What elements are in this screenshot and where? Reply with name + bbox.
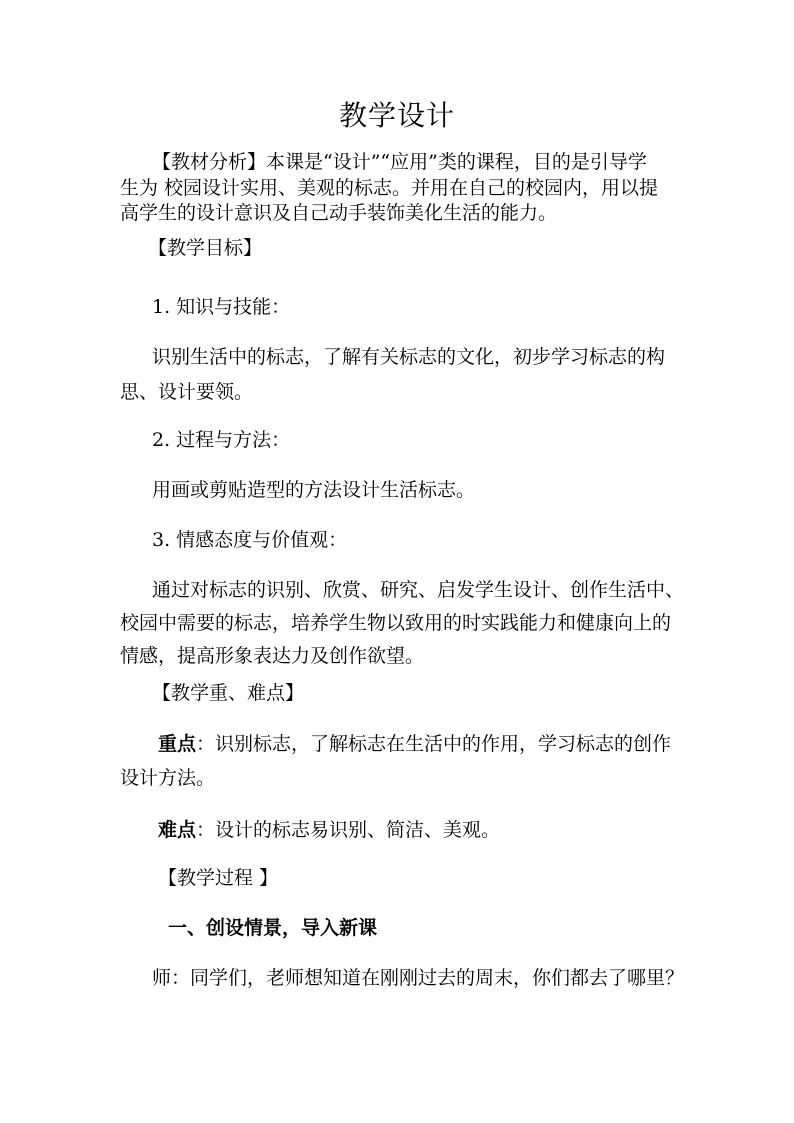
goal-2-line-1: 用画或剪贴造型的方法设计生活标志。 — [152, 479, 476, 501]
focus-line-2: 设计方法。 — [120, 767, 216, 789]
focus-label: 重点 — [158, 733, 197, 755]
goal-3-line-1: 通过对标志的识别、欣赏、研究、启发学生设计、创作生活中、 — [152, 579, 685, 601]
focus-line-1 — [158, 732, 671, 756]
material-analysis-line-1: 【教材分析】本课是“设计”“应用”类的课程，目的是引导学 — [152, 151, 647, 173]
document-title: 教学设计 — [338, 99, 455, 132]
goal-2-heading: 2. 过程与方法： — [152, 429, 291, 451]
goal-1-heading: 1. 知识与技能： — [152, 296, 291, 318]
section-1-heading: 一、创设情景，导入新课 — [168, 917, 378, 939]
material-analysis-line-3: 高学生的设计意识及自己动手装饰美化生活的能力。 — [120, 202, 558, 224]
goal-1-line-2: 思、设计要领。 — [120, 381, 254, 403]
goal-3-line-2: 校园中需要的标志，培养学生物以致用的时实践能力和健康向上的 — [120, 612, 672, 634]
goal-1-line-1: 识别生活中的标志，了解有关标志的文化，初步学习标志的构 — [152, 346, 666, 368]
focus-text: ：识别标志，了解标志在生活中的作用，学习标志的创作 — [196, 733, 672, 755]
goals-heading: 【教学目标】 — [148, 237, 263, 259]
goal-3-line-3: 情感，提高形象表达力及创作欲望。 — [120, 645, 425, 667]
difficulty-label: 难点 — [158, 819, 197, 841]
material-analysis-line-2: 生为 校园设计实用、美观的标志。并用在自己的校园内，用以提 — [120, 177, 659, 199]
goal-3-heading: 3. 情感态度与价值观： — [152, 529, 348, 551]
teacher-line: 师：同学们，老师想知道在刚刚过去的周末，你们都去了哪里？ — [152, 967, 685, 989]
difficulty-text: ：设计的标志易识别、简洁、美观。 — [196, 819, 501, 841]
difficulty-line — [158, 818, 500, 842]
process-heading: 【教学过程 】 — [158, 867, 279, 889]
key-points-heading: 【教学重、难点】 — [152, 682, 305, 704]
